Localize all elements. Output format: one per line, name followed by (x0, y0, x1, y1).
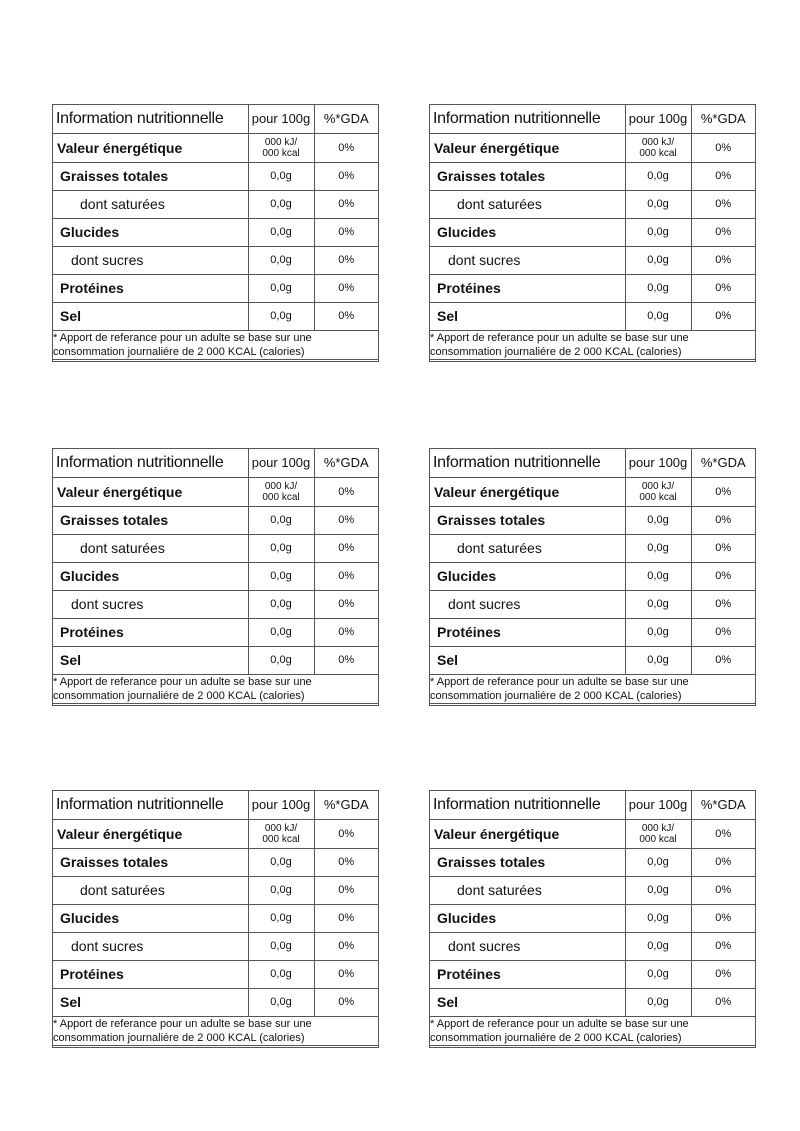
nutrient-value: 0,0g (625, 590, 691, 618)
per-100g-header: pour 100g (625, 449, 691, 477)
nutrient-value: 0,0g (248, 534, 314, 562)
nutrient-gda: 0% (691, 932, 755, 960)
nutrient-name: dont sucres (53, 932, 248, 960)
nutrient-gda: 0% (314, 876, 378, 904)
nutrient-row (53, 848, 378, 876)
nutrient-row (53, 302, 378, 330)
nutrient-value: 0,0g (625, 848, 691, 876)
gda-header: %*GDA (691, 449, 755, 477)
footnote-row (53, 1016, 378, 1045)
nutrient-value: 0,0g (248, 904, 314, 932)
nutrient-value: 0,0g (625, 218, 691, 246)
nutrient-value: 0,0g (625, 988, 691, 1016)
nutrient-gda: 0% (691, 876, 755, 904)
nutrient-row (430, 218, 755, 246)
energy-value (248, 819, 314, 848)
energy-name: Valeur énergétique (53, 133, 248, 162)
nutrient-value: 0,0g (248, 218, 314, 246)
energy-value (625, 477, 691, 506)
nutrient-name: Graisses totales (53, 506, 248, 534)
nutrition-label (429, 104, 756, 362)
nutrient-name: dont sucres (53, 590, 248, 618)
footnote (430, 674, 755, 703)
energy-kj: 000 kJ/ (264, 822, 298, 834)
nutrient-row (430, 618, 755, 646)
energy-kcal: 000 kcal (262, 147, 300, 159)
nutrient-name: Sel (430, 302, 625, 330)
energy-kcal: 000 kcal (639, 491, 677, 503)
footnote-line-1: * Apport de referance pour un adulte se base sur une (430, 675, 689, 688)
nutrient-row (53, 190, 378, 218)
nutrient-name: dont saturées (430, 190, 625, 218)
nutrient-value: 0,0g (625, 904, 691, 932)
nutrient-gda: 0% (314, 646, 378, 674)
nutrient-row (430, 932, 755, 960)
header-row (430, 449, 755, 477)
energy-kcal: 000 kcal (639, 833, 677, 845)
footnote (53, 330, 378, 359)
energy-kj: 000 kJ/ (641, 136, 675, 148)
energy-kj: 000 kJ/ (641, 822, 675, 834)
nutrient-value: 0,0g (248, 646, 314, 674)
energy-gda: 0% (691, 819, 755, 848)
nutrient-value: 0,0g (625, 246, 691, 274)
nutrient-row (430, 246, 755, 274)
nutrient-gda: 0% (691, 904, 755, 932)
nutrient-name: Glucides (53, 904, 248, 932)
nutrient-gda: 0% (691, 302, 755, 330)
nutrient-gda: 0% (691, 848, 755, 876)
nutrient-value: 0,0g (625, 274, 691, 302)
energy-kcal: 000 kcal (262, 833, 300, 845)
energy-value (248, 133, 314, 162)
nutrient-value: 0,0g (248, 618, 314, 646)
nutrient-name: Graisses totales (430, 506, 625, 534)
nutrient-value: 0,0g (625, 506, 691, 534)
nutrient-row (53, 534, 378, 562)
header-row (53, 791, 378, 819)
nutrient-row (53, 218, 378, 246)
nutrient-name: Graisses totales (430, 162, 625, 190)
nutrient-value: 0,0g (248, 190, 314, 218)
nutrient-row (430, 904, 755, 932)
nutrient-row (430, 274, 755, 302)
nutrient-row (430, 190, 755, 218)
nutrient-gda: 0% (691, 988, 755, 1016)
footnote-row (430, 330, 755, 359)
nutrient-name: dont saturées (430, 534, 625, 562)
nutrient-name: Sel (430, 988, 625, 1016)
footnote (430, 1016, 755, 1045)
label-title: Information nutritionnelle (430, 449, 625, 477)
nutrient-name: Graisses totales (53, 162, 248, 190)
nutrient-name: Protéines (430, 618, 625, 646)
energy-row (53, 819, 378, 848)
energy-kj: 000 kJ/ (264, 136, 298, 148)
energy-gda: 0% (314, 133, 378, 162)
nutrient-name: Glucides (430, 562, 625, 590)
energy-name: Valeur énergétique (430, 819, 625, 848)
nutrition-label (429, 448, 756, 706)
footnote-line-1: * Apport de referance pour un adulte se base sur une (430, 1017, 689, 1030)
nutrient-row (53, 904, 378, 932)
footnote-line-2: consommation journaliére de 2 000 KCAL (calories) (53, 345, 305, 358)
nutrient-name: Graisses totales (53, 848, 248, 876)
nutrition-label (429, 790, 756, 1048)
energy-value (625, 819, 691, 848)
nutrient-row (53, 988, 378, 1016)
footnote-line-1: * Apport de referance pour un adulte se base sur une (430, 331, 689, 344)
footnote-line-2: consommation journaliére de 2 000 KCAL (calories) (430, 345, 682, 358)
footnote (53, 674, 378, 703)
nutrient-row (53, 590, 378, 618)
nutrient-value: 0,0g (248, 302, 314, 330)
nutrient-value: 0,0g (625, 162, 691, 190)
gda-header: %*GDA (691, 105, 755, 133)
footnote-row (430, 674, 755, 703)
nutrient-value: 0,0g (248, 848, 314, 876)
nutrient-name: Sel (430, 646, 625, 674)
nutrient-row (430, 960, 755, 988)
footnote-line-1: * Apport de referance pour un adulte se base sur une (53, 675, 312, 688)
label-title: Information nutritionnelle (53, 791, 248, 819)
energy-kcal: 000 kcal (639, 147, 677, 159)
nutrient-gda: 0% (314, 190, 378, 218)
gda-header: %*GDA (314, 105, 378, 133)
nutrient-value: 0,0g (248, 932, 314, 960)
energy-kcal: 000 kcal (262, 491, 300, 503)
footnote-line-2: consommation journaliére de 2 000 KCAL (calories) (53, 689, 305, 702)
per-100g-header: pour 100g (248, 449, 314, 477)
nutrient-gda: 0% (691, 590, 755, 618)
nutrient-row (53, 246, 378, 274)
nutrient-gda: 0% (691, 534, 755, 562)
energy-value (248, 477, 314, 506)
nutrient-row (53, 960, 378, 988)
nutrient-name: dont saturées (53, 876, 248, 904)
nutrition-table (53, 449, 378, 704)
nutrient-name: Sel (53, 646, 248, 674)
nutrient-name: Protéines (53, 960, 248, 988)
nutrient-value: 0,0g (625, 932, 691, 960)
nutrient-row (430, 162, 755, 190)
nutrient-row (430, 302, 755, 330)
nutrient-row (430, 646, 755, 674)
nutrient-value: 0,0g (248, 246, 314, 274)
nutrient-value: 0,0g (625, 190, 691, 218)
footnote-row (430, 1016, 755, 1045)
nutrient-value: 0,0g (625, 646, 691, 674)
label-title: Information nutritionnelle (53, 105, 248, 133)
energy-row (430, 819, 755, 848)
label-title: Information nutritionnelle (53, 449, 248, 477)
per-100g-header: pour 100g (248, 791, 314, 819)
nutrient-gda: 0% (691, 506, 755, 534)
nutrient-gda: 0% (691, 162, 755, 190)
energy-name: Valeur énergétique (53, 819, 248, 848)
nutrient-name: dont sucres (53, 246, 248, 274)
nutrient-name: Glucides (430, 904, 625, 932)
nutrient-row (430, 562, 755, 590)
nutrient-row (53, 162, 378, 190)
nutrient-gda: 0% (314, 562, 378, 590)
nutrient-gda: 0% (691, 960, 755, 988)
footnote-line-2: consommation journaliére de 2 000 KCAL (calories) (53, 1031, 305, 1044)
nutrient-row (53, 876, 378, 904)
footnote-row (53, 330, 378, 359)
nutrient-value: 0,0g (248, 562, 314, 590)
nutrition-table (430, 791, 755, 1046)
nutrient-name: dont saturées (53, 190, 248, 218)
energy-value (625, 133, 691, 162)
nutrient-value: 0,0g (625, 876, 691, 904)
nutrient-name: Sel (53, 988, 248, 1016)
nutrient-gda: 0% (314, 932, 378, 960)
nutrient-value: 0,0g (625, 618, 691, 646)
gda-header: %*GDA (314, 449, 378, 477)
nutrient-value: 0,0g (248, 590, 314, 618)
footnote-line-1: * Apport de referance pour un adulte se base sur une (53, 331, 312, 344)
nutrient-gda: 0% (314, 274, 378, 302)
gda-header: %*GDA (691, 791, 755, 819)
nutrient-value: 0,0g (248, 988, 314, 1016)
nutrient-name: dont sucres (430, 932, 625, 960)
energy-gda: 0% (314, 477, 378, 506)
nutrient-name: Protéines (430, 960, 625, 988)
nutrient-gda: 0% (314, 162, 378, 190)
nutrient-name: Glucides (53, 562, 248, 590)
nutrient-name: dont saturées (430, 876, 625, 904)
nutrient-value: 0,0g (248, 162, 314, 190)
nutrient-name: dont sucres (430, 590, 625, 618)
energy-gda: 0% (691, 133, 755, 162)
nutrient-row (53, 646, 378, 674)
per-100g-header: pour 100g (625, 105, 691, 133)
nutrition-table (430, 449, 755, 704)
nutrient-row (430, 848, 755, 876)
nutrient-value: 0,0g (248, 876, 314, 904)
nutrition-label (52, 104, 379, 362)
nutrient-name: dont saturées (53, 534, 248, 562)
nutrient-gda: 0% (314, 302, 378, 330)
nutrition-label (52, 448, 379, 706)
nutrient-name: Glucides (430, 218, 625, 246)
nutrient-name: dont sucres (430, 246, 625, 274)
nutrient-row (53, 932, 378, 960)
energy-row (53, 133, 378, 162)
nutrient-gda: 0% (691, 246, 755, 274)
nutrient-value: 0,0g (625, 960, 691, 988)
nutrient-gda: 0% (314, 848, 378, 876)
per-100g-header: pour 100g (248, 105, 314, 133)
energy-kj: 000 kJ/ (641, 480, 675, 492)
energy-row (430, 477, 755, 506)
nutrition-label (52, 790, 379, 1048)
nutrient-row (53, 562, 378, 590)
footnote-line-1: * Apport de referance pour un adulte se base sur une (53, 1017, 312, 1030)
nutrient-value: 0,0g (248, 506, 314, 534)
label-title: Information nutritionnelle (430, 105, 625, 133)
nutrient-name: Protéines (430, 274, 625, 302)
nutrient-gda: 0% (314, 960, 378, 988)
nutrient-name: Glucides (53, 218, 248, 246)
nutrient-row (53, 274, 378, 302)
nutrient-gda: 0% (691, 562, 755, 590)
nutrient-gda: 0% (314, 218, 378, 246)
nutrient-row (430, 876, 755, 904)
nutrient-row (430, 506, 755, 534)
header-row (53, 105, 378, 133)
nutrient-value: 0,0g (625, 534, 691, 562)
energy-name: Valeur énergétique (430, 133, 625, 162)
energy-row (430, 133, 755, 162)
footnote (53, 1016, 378, 1045)
header-row (53, 449, 378, 477)
header-row (430, 791, 755, 819)
nutrient-row (53, 506, 378, 534)
nutrient-gda: 0% (691, 190, 755, 218)
nutrient-gda: 0% (314, 988, 378, 1016)
nutrient-gda: 0% (314, 618, 378, 646)
nutrient-name: Graisses totales (430, 848, 625, 876)
nutrient-name: Protéines (53, 274, 248, 302)
header-row (430, 105, 755, 133)
per-100g-header: pour 100g (625, 791, 691, 819)
nutrient-row (430, 988, 755, 1016)
energy-gda: 0% (691, 477, 755, 506)
nutrient-gda: 0% (691, 618, 755, 646)
nutrient-gda: 0% (691, 274, 755, 302)
nutrition-table (430, 105, 755, 360)
energy-name: Valeur énergétique (53, 477, 248, 506)
nutrient-row (430, 590, 755, 618)
energy-kj: 000 kJ/ (264, 480, 298, 492)
energy-gda: 0% (314, 819, 378, 848)
nutrient-value: 0,0g (248, 274, 314, 302)
energy-name: Valeur énergétique (430, 477, 625, 506)
nutrient-name: Sel (53, 302, 248, 330)
label-title: Information nutritionnelle (430, 791, 625, 819)
nutrient-gda: 0% (314, 534, 378, 562)
nutrient-gda: 0% (314, 246, 378, 274)
footnote (430, 330, 755, 359)
nutrient-gda: 0% (314, 506, 378, 534)
footnote-line-2: consommation journaliére de 2 000 KCAL (calories) (430, 1031, 682, 1044)
nutrition-table (53, 105, 378, 360)
nutrient-value: 0,0g (248, 960, 314, 988)
gda-header: %*GDA (314, 791, 378, 819)
nutrient-value: 0,0g (625, 302, 691, 330)
nutrient-gda: 0% (314, 904, 378, 932)
footnote-row (53, 674, 378, 703)
energy-row (53, 477, 378, 506)
nutrient-row (430, 534, 755, 562)
footnote-line-2: consommation journaliére de 2 000 KCAL (calories) (430, 689, 682, 702)
nutrient-gda: 0% (314, 590, 378, 618)
nutrient-value: 0,0g (625, 562, 691, 590)
nutrient-name: Protéines (53, 618, 248, 646)
nutrition-table (53, 791, 378, 1046)
nutrient-row (53, 618, 378, 646)
nutrient-gda: 0% (691, 646, 755, 674)
nutrient-gda: 0% (691, 218, 755, 246)
